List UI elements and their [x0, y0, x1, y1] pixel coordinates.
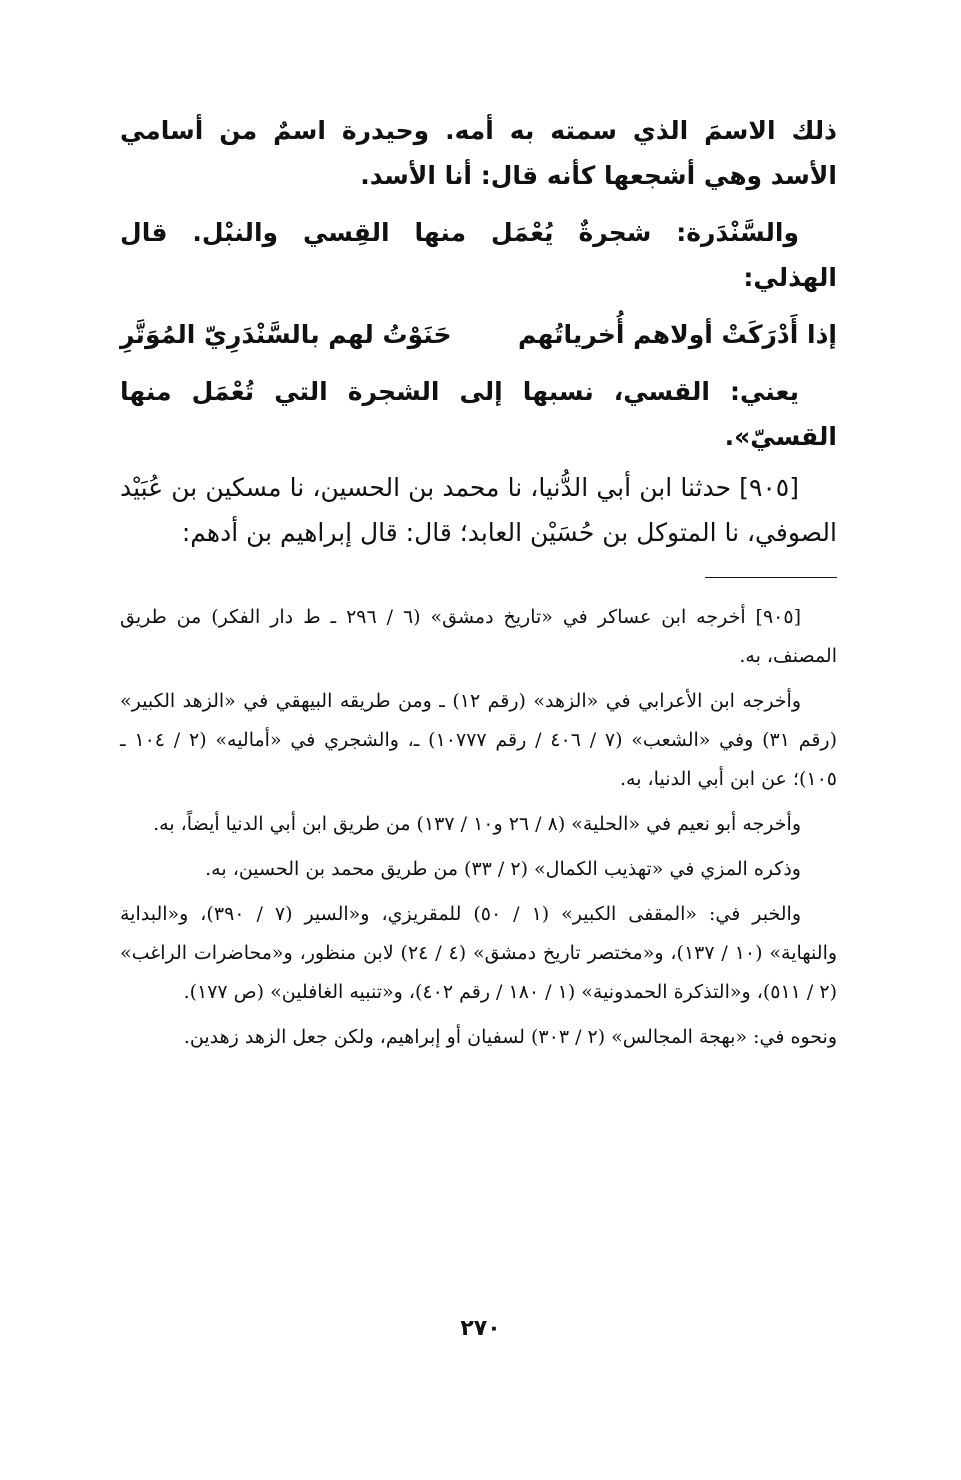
main-paragraph-1: ذلك الاسمَ الذي سمته به أمه. وحيدرة اسمٌ من أسامي الأسد وهي أشجعها كأنه قال: أنا الأسد.: [120, 116, 837, 190]
book-page: [120, 108, 837, 1063]
poetry-verse: [120, 312, 837, 357]
footnote-3: وأخرجه أبو نعيم في «الحلية» (٨ / ٢٦ و١٠ / ١٣٧) من طريق ابن أبي الدنيا أيضاً، به.: [153, 813, 801, 835]
main-paragraph-2: والسَّنْدَرة: شجرةٌ يُعْمَل منها القِسي والنبْل. قال الهذلي:: [120, 218, 837, 292]
footnote-divider: [705, 577, 837, 578]
footnote-2: وأخرجه ابن الأعرابي في «الزهد» (رقم ١٢) ـ ومن طريقه البيهقي في «الزهد الكبير» (رقم ٣١) وفي «الشعب» (٧ / ٤٠٦ / رقم ١٠٧٧٧) ـ، والشجري في «أماليه» (٢ / ١٠٤ ـ ١٠٥)؛ عن ابن أبي الدنيا، به.: [120, 690, 838, 790]
main-paragraph-3: يعني: القسي، نسبها إلى الشجرة التي تُعْمَل منها القسيّ».: [120, 377, 837, 451]
footnotes: [120, 598, 837, 1057]
main-paragraph-4: [٩٠٥] حدثنا ابن أبي الدُّنيا، نا محمد بن الحسين، نا مسكين بن عُبَيْد الصوفي، نا المتوكل بن حُسَيْن العابد؛ قال: قال إبراهيم بن أدهم:: [120, 473, 837, 547]
footnote-6: ونحوه في: «بهجة المجالس» (٢ / ٣٠٣) لسفيان أو إبراهيم، ولكن جعل الزهد زهدين.: [183, 1026, 837, 1048]
main-text: [120, 108, 837, 555]
footnote-4: وذكره المزي في «تهذيب الكمال» (٢ / ٣٣) من طريق محمد بن الحسين، به.: [205, 858, 801, 880]
page-number: ٢٧٠: [460, 1316, 501, 1341]
footnote-1: [٩٠٥] أخرجه ابن عساكر في «تاريخ دمشق» (٦ / ٢٩٦ ـ ط دار الفكر) من طريق المصنف، به.: [120, 606, 837, 667]
verse-first-hemistich: إذا أَدْرَكَتْ أولاهم أُخرياتُهم: [518, 320, 837, 349]
verse-second-hemistich: حَنَوْتُ لهم بالسَّنْدَرِيّ المُوَتَّرِ: [120, 320, 452, 349]
footnote-5: والخبر في: «المقفى الكبير» (١ / ٥٠) للمقريزي، و«السير (٧ / ٣٩٠)، و«البداية والنهاية» (١٠ / ١٣٧)، و«مختصر تاريخ دمشق» (٤ / ٢٤) لابن منظور، و«محاضرات الراغب» (٢ / ٥١١)، و«التذكرة الحمدونية» (١ / ١٨٠ / رقم ٤٠٢)، و«تنبيه الغافلين» (ص ١٧٧).: [120, 903, 838, 1003]
